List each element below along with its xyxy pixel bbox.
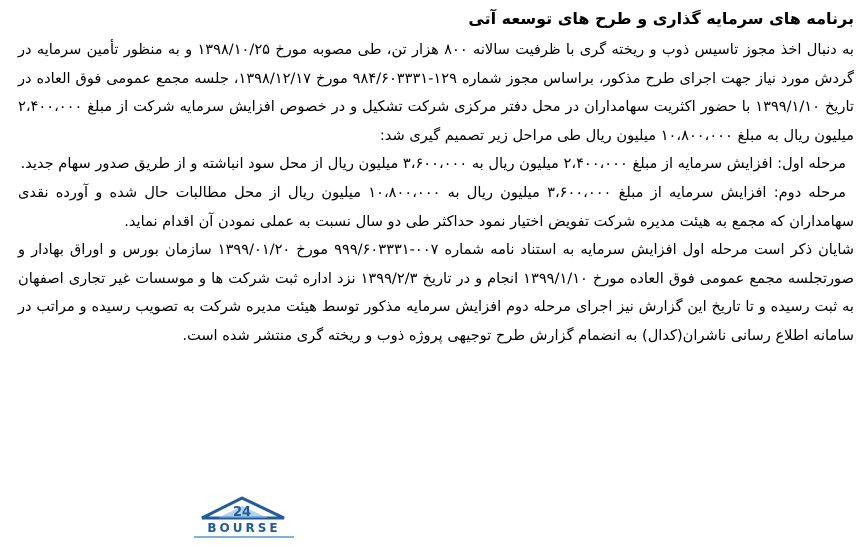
bourse-logo-graphic [180,496,308,542]
logo-number: 24 [232,505,252,520]
bourse-logo-watermark [180,496,308,542]
paragraph-stage-one: مرحله اول: افزایش سرمایه از مبلغ ۲،۴۰۰،۰۰۰ میلیون ریال به ۳،۶۰۰،۰۰۰ میلیون ریال از محل سود انباشته و از طریق صدور سهام جدید. [20,155,846,173]
logo-wordmark: BOURSE [207,521,281,535]
document-title: برنامه های سرمایه گذاری و طرح های توسعه آتی [468,9,854,28]
paragraph-intro: به دنبال اخذ مجوز تاسیس ذوب و ریخته گری با ظرفیت سالانه ۸۰۰ هزار تن، طی مصوبه مورخ ۱۳۹۸/۱۰/۲۵ و به منظور تأمین سرمایه در گردش مورد نیاز جهت اجرای طرح مذکور، براساس مجوز شماره ۱۲۹-۹۸۴/۶۰۳۳۳۱ مورخ ۱۳۹۸/۱۲/۱۷، جلسه مجمع عمومی فوق العاده در تاریخ ۱۳۹۹/۱/۱۰ با حضور اکثریت سهامداران در محل دفتر مرکزی شرکت تشکیل و در خصوص افزایش سرمایه شرکت از مبلغ ۲،۴۰۰،۰۰۰ میلیون ریال به مبلغ ۱۰،۸۰۰،۰۰۰ میلیون ریال طی مراحل زیر تصمیم گیری شد: [18,41,854,144]
paragraph-stage-two: مرحله دوم: افزایش سرمایه از مبلغ ۳،۶۰۰،۰۰۰ میلیون ریال به ۱۰،۸۰۰،۰۰۰ میلیون ریال از محل مطالبات حال شده و آورده نقدی سهامداران که مجمع به هیئت مدیره شرکت تفویض اختیار نمود حداکثر طی دو سال نسبت به عملی نمودن آن اقدام نماید. [18,183,854,230]
paragraph-registration-note: شایان ذکر است مرحله اول افزایش سرمایه به استناد نامه شماره ۰۰۷-۹۹۹/۶۰۳۳۳۱ مورخ ۱۳۹۹/۰۱/۲۰ سازمان بورس و اوراق بهادار و صورتجلسه مجمع عمومی فوق العاده مورخ ۱۳۹۹/۱/۱۰ انجام و در تاریخ ۱۳۹۹/۲/۳ نزد اداره ثبت شرکت ها و موسسات غیر تجاری اصفهان به ثبت رسیده و تا تاریخ این گزارش نیز اجرای مرحله دوم افزایش سرمایه مذکور توسط هیئت مدیره شرکت به تصویب رسیده و مراتب در سامانه اطلاع رسانی ناشران(کدال) به انضمام گزارش طرح توجیهی پروژه ذوب و ریخته گری منتشر شده است. [18,241,854,344]
